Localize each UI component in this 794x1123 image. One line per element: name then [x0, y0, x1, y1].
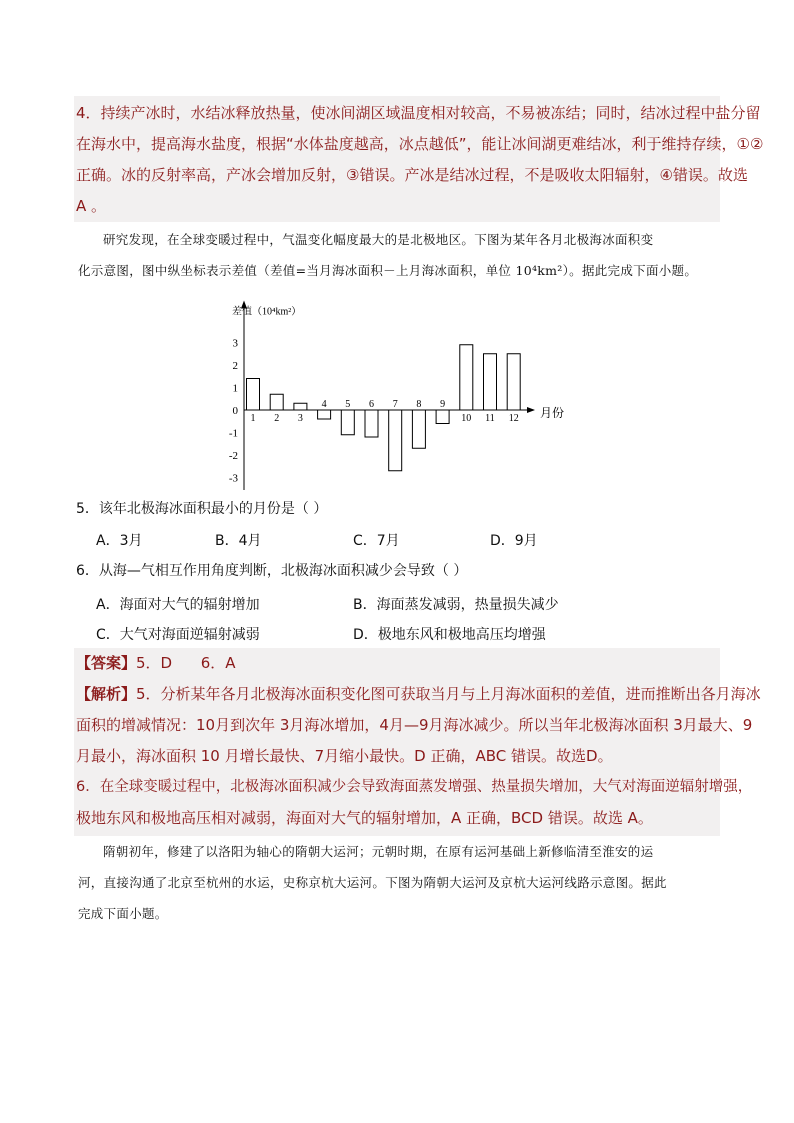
y-tick-label: -1: [228, 427, 238, 440]
x-tick-label: 1: [250, 413, 256, 424]
answer-tag: 【答案】: [76, 654, 137, 672]
bar-month-2: [270, 394, 283, 410]
q5-option-b: B．4月: [215, 533, 262, 549]
q6-option-b: B．海面蒸发减弱，热量损失减少: [353, 597, 559, 613]
x-axis-arrow: [527, 407, 535, 413]
q5-option-d: D．9月: [490, 533, 538, 549]
analysis-line-1: [76, 679, 761, 710]
q5-option-c: C．7月: [353, 533, 400, 549]
x-tick-label: 4: [321, 399, 327, 410]
bar-month-11: [484, 354, 497, 410]
x-tick-label: 9: [440, 399, 446, 410]
q6-stem: 6．从海—气相互作用角度判断，北极海冰面积减少会导致（ ）: [76, 563, 468, 579]
q6-option-d: D．极地东风和极地高压均增强: [353, 627, 546, 643]
y-tick-label: -3: [228, 472, 238, 485]
bar-month-6: [365, 410, 378, 437]
y-tick-label: 1: [232, 382, 238, 395]
bar-month-3: [294, 403, 307, 410]
intro-paragraph-1: [78, 224, 718, 286]
q4-line-1: 4．持续产冰时，水结冰释放热量，使冰间湖区域温度相对较高，不易被冻结；同时，结冰过程中盐分留: [76, 104, 761, 122]
answer-line: [76, 648, 236, 679]
y-tick-label: 0: [232, 405, 238, 417]
q5-stem: 5．该年北极海冰面积最小的月份是（ ）: [76, 501, 328, 517]
y-tick-label: 3: [232, 337, 238, 350]
q5-option-a: A．3月: [96, 533, 143, 549]
bar-month-1: [247, 379, 260, 411]
bar-month-10: [460, 345, 473, 410]
intro-paragraph-2: [78, 836, 718, 929]
x-tick-label: 10: [461, 413, 472, 424]
x-tick-label: 5: [345, 399, 351, 410]
intro1-line-2: 化示意图，图中纵坐标表示差值（差值=当月海冰面积－上月海冰面积，单位 10⁴km²）。据此完成下面小题。: [78, 263, 698, 278]
analysis-line-4: 6．在全球变暖过程中，北极海冰面积减少会导致海面蒸发增强、热量损失增加，大气对海面逆辐射增强，: [76, 779, 753, 795]
x-axis-label: 月份: [540, 406, 565, 420]
analysis-line-3: 月最小，海冰面积 10 月增长最快、7月缩小最快。D 正确，ABC 错误。故选D。: [76, 747, 613, 765]
x-tick-label: 12: [508, 413, 519, 424]
y-tick-label: -2: [228, 450, 238, 462]
analysis-line-5: 极地东风和极地高压相对减弱，海面对大气的辐射增加，A 正确，BCD 错误。故选 A。: [76, 809, 653, 827]
bar-month-8: [412, 410, 425, 448]
q4-line-3: 正确。冰的反射率高，产冰会增加反射，③错误。产冰是结冰过程，不是吸收太阳辐射，④错误。故选: [76, 166, 748, 184]
analysis-tag: 【解析】: [76, 685, 137, 703]
bar-month-9: [436, 410, 449, 424]
x-tick-label: 7: [392, 399, 398, 410]
answer-analysis-block: [74, 648, 761, 836]
q4-explanation: [74, 96, 764, 222]
q4-line-4: A 。: [76, 197, 107, 215]
q4-line-2: 在海水中，提高海水盐度，根据“水体盐度越高，冰点越低”，能让冰间湖更难结冰，利于维持存续，①②: [76, 135, 764, 153]
x-tick-label: 6: [369, 399, 374, 410]
bar-month-5: [341, 410, 354, 435]
bar-month-4: [318, 410, 331, 419]
x-tick-label: 2: [274, 413, 280, 424]
intro1-line-1: 研究发现，在全球变暖过程中，气温变化幅度最大的是北极地区。下图为某年各月北极海冰面积变: [103, 232, 654, 247]
y-tick-label: 2: [232, 360, 238, 372]
analysis-text-1: 5．分析某年各月北极海冰面积变化图可获取当月与上月海冰面积的差值，进而推断出各月海冰: [136, 685, 761, 703]
bar-month-7: [389, 410, 402, 471]
q6-option-a: A．海面对大气的辐射增加: [96, 597, 260, 613]
q6-option-c: C．大气对海面逆辐射减弱: [96, 627, 260, 643]
bar-month-12: [507, 354, 520, 410]
x-tick-label: 11: [485, 413, 495, 424]
analysis-line-2: 面积的增减情况：10月到次年 3月海冰增加，4月—9月海冰减少。所以当年北极海冰面积 3月最大、9: [76, 716, 753, 734]
intro2-line-2: 河，直接沟通了北京至杭州的水运，史称京杭大运河。下图为隋朝大运河及京杭大运河线路示意图。据此: [78, 875, 667, 890]
x-tick-label: 3: [297, 413, 303, 424]
arctic-sea-ice-chart: [222, 290, 582, 490]
y-axis-label: 差值（10⁴km²）: [232, 306, 302, 318]
intro2-line-3: 完成下面小题。: [78, 906, 168, 921]
x-tick-label: 8: [416, 399, 422, 410]
answer-text: 5．D 6．A: [136, 654, 236, 672]
intro2-line-1: 隋朝初年，修建了以洛阳为轴心的隋朝大运河；元朝时期，在原有运河基础上新修临清至淮安的运: [103, 844, 654, 859]
